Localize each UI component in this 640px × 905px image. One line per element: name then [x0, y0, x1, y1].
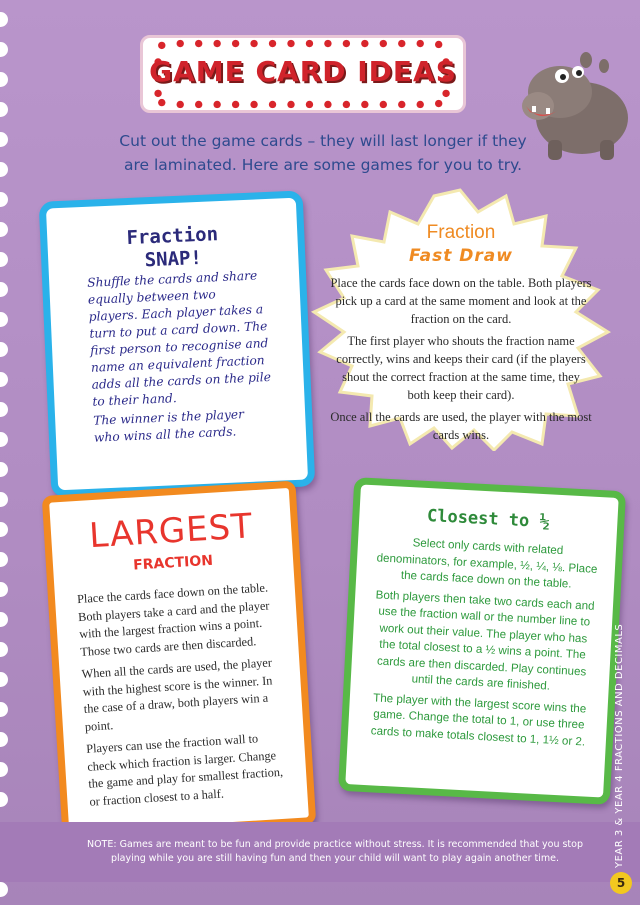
- binder-hole: [0, 72, 8, 87]
- binder-hole: [0, 612, 8, 627]
- fast-draw-paragraph: Once all the cards are used, the player with the most cards wins.: [330, 410, 592, 442]
- binder-hole: [0, 162, 8, 177]
- title-frame: [140, 35, 466, 113]
- binder-hole: [0, 222, 8, 237]
- fast-draw-content: [330, 222, 592, 448]
- binder-hole: [0, 312, 8, 327]
- snap-title-line1: Fraction: [126, 223, 219, 250]
- largest-subtitle: FRACTION: [132, 552, 214, 574]
- largest-body: [77, 579, 290, 816]
- largest-paragraph: Place the cards face down on the table. Both players take a card and the player with the largest fraction wins a point. Those two cards are then discarded.: [76, 580, 270, 659]
- binder-hole: [0, 672, 8, 687]
- binder-hole: [0, 882, 8, 897]
- snap-paragraph: The winner is the player who wins all the cards.: [92, 407, 245, 445]
- binder-hole: [0, 732, 8, 747]
- snap-paragraph: Shuffle the cards and share equally between two players. Each player takes a turn to put a card down. The first person to recognise and name an equivalent fraction adds all the cards on the pile to their hand.: [86, 268, 272, 409]
- closest-paragraph: Select only cards with related denominators, for example, ½, ¼, ⅛. Place the cards face down on the table.: [376, 536, 598, 591]
- largest-title: LARGEST: [88, 506, 255, 557]
- binder-hole: [0, 282, 8, 297]
- binder-hole: [0, 762, 8, 777]
- binder-hole: [0, 402, 8, 417]
- card-closest-to-half: [338, 477, 626, 805]
- binder-hole: [0, 552, 8, 567]
- binder-hole: [0, 102, 8, 117]
- binder-hole: [0, 372, 8, 387]
- binder-hole: [0, 642, 8, 657]
- binder-hole: [0, 192, 8, 207]
- intro-text: Cut out the game cards – they will last longer if they are laminated. Here are some games for you to try.: [119, 132, 527, 174]
- binder-hole: [0, 132, 8, 147]
- binder-hole: [0, 432, 8, 447]
- largest-paragraph: Players can use the fraction wall to check which fraction is larger. Change the game and play for smallest fraction, or fraction closest to a half.: [85, 731, 284, 809]
- binder-hole: [0, 42, 8, 57]
- side-label: YEAR 3 & YEAR 4 FRACTIONS AND DECIMALS: [614, 623, 625, 868]
- fast-draw-paragraph: Place the cards face down on the table. Both players pick up a card at the same moment and look at the fraction on the card.: [330, 276, 592, 326]
- page-number: 5: [610, 872, 632, 894]
- binder-holes: [0, 0, 13, 905]
- hippo-mascot-icon: [520, 40, 635, 165]
- binder-hole: [0, 252, 8, 267]
- card-fraction-snap: [39, 190, 316, 497]
- fast-draw-title-line2: Fast Draw: [409, 246, 513, 266]
- closest-title: Closest to ½: [426, 505, 551, 533]
- binder-hole: [0, 582, 8, 597]
- note-text: NOTE: Games are meant to be fun and provide practice without stress. It is recommended that you stop playing while you are still having fun and then your child will want to play again another time.: [86, 839, 584, 864]
- binder-hole: [0, 792, 8, 807]
- binder-hole: [0, 702, 8, 717]
- card-largest-fraction: [42, 481, 317, 840]
- binder-hole: [0, 522, 8, 537]
- fast-draw-title-line1: Fraction: [426, 222, 496, 243]
- snap-title-line2: SNAP!: [144, 246, 203, 272]
- binder-hole: [0, 462, 8, 477]
- fast-draw-paragraph: The first player who shouts the fraction name correctly, wins and keeps their card (if the players shout the correct fraction at the same time, they both keep their card).: [336, 334, 586, 402]
- page-title: GAME CARD IDEAS: [149, 55, 457, 88]
- closest-paragraph: Both players then take two cards each and use the fraction wall or the number line to work out their value. The player who has the total closest to a ½ wins a point. The cards are then discarded. Play continues until the cards are finished.: [375, 587, 595, 693]
- fast-draw-body: [330, 274, 592, 444]
- closest-body: [365, 533, 600, 754]
- largest-paragraph: When all the cards are used, the player with the highest score is the winner. In the case of a draw, both players win a point.: [81, 655, 273, 734]
- binder-hole: [0, 342, 8, 357]
- binder-hole: [0, 12, 8, 27]
- snap-body: [87, 267, 274, 449]
- binder-hole: [0, 492, 8, 507]
- closest-paragraph: The player with the largest score wins the game. Change the total to 1, or use three cards to make totals closest to 1, 1½ or 2.: [370, 690, 587, 749]
